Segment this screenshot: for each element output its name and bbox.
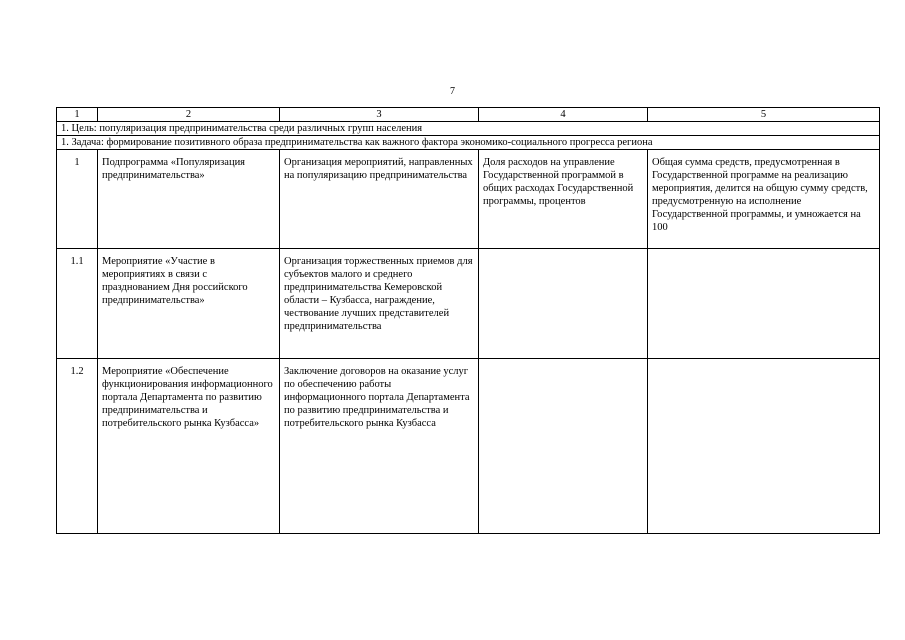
row-number: 1.2	[57, 359, 98, 534]
header-cell: 1	[57, 108, 98, 122]
row-name: Мероприятие «Участие в мероприятиях в связи с празднованием Дня российского предпринимательства»	[98, 249, 280, 359]
page-number: 7	[450, 86, 455, 97]
row-number: 1.1	[57, 249, 98, 359]
row-description: Организация торжественных приемов для субъектов малого и среднего предпринимательства Кемеровской области – Кузбасса, награждение, чествование лучших представителей предпринимательства	[280, 249, 479, 359]
row-name: Подпрограмма «Популяризация предпринимательства»	[98, 150, 280, 249]
row-description: Заключение договоров на оказание услуг по обеспечению работы информационного портала Департамента по развитию предпринимательства и потребительского рынка Кузбасса	[280, 359, 479, 534]
program-table	[56, 107, 880, 534]
row-number: 1	[57, 150, 98, 249]
goal-text: 1. Цель: популяризация предпринимательства среди различных групп населения	[57, 122, 880, 136]
row-indicator: Доля расходов на управление Государственной программой в общих расходах Государственной программы, процентов	[479, 150, 648, 249]
row-method: Общая сумма средств, предусмотренная в Государственной программе на реализацию мероприятия, делится на общую сумму средств, предусмотренную на исполнение Государственной программы, и умножается на 100	[648, 150, 880, 249]
row-method	[648, 359, 880, 534]
header-cell: 5	[648, 108, 880, 122]
row-name: Мероприятие «Обеспечение функционирования информационного портала Департамента по развитию предпринимательства и потребительского рынка Кузбасса»	[98, 359, 280, 534]
header-cell: 3	[280, 108, 479, 122]
table-row	[57, 150, 880, 249]
task-text: 1. Задача: формирование позитивного образа предпринимательства как важного фактора экономико-социального прогресса региона	[57, 136, 880, 150]
header-cell: 2	[98, 108, 280, 122]
row-method	[648, 249, 880, 359]
task-row	[57, 136, 880, 150]
table-header-row	[57, 108, 880, 122]
goal-row	[57, 122, 880, 136]
table-row	[57, 249, 880, 359]
row-indicator	[479, 249, 648, 359]
header-cell: 4	[479, 108, 648, 122]
row-description: Организация мероприятий, направленных на популяризацию предпринимательства	[280, 150, 479, 249]
table-row	[57, 359, 880, 534]
row-indicator	[479, 359, 648, 534]
